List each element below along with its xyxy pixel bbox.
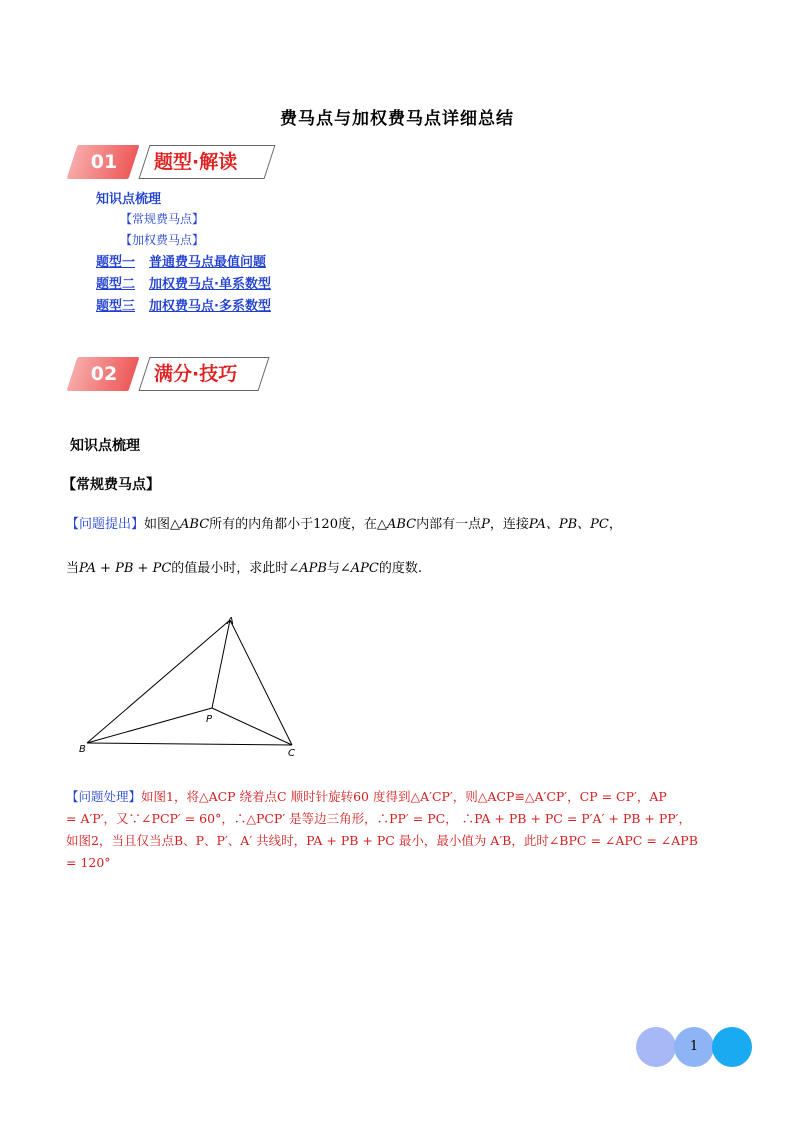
page-circle-right: [712, 1027, 752, 1067]
section-number: 02: [90, 363, 118, 385]
text: ，: [608, 517, 622, 532]
toc-sub-item-regular[interactable]: 【常规费马点】: [120, 212, 205, 226]
text: 的度数.: [378, 561, 423, 576]
math-text: ABC: [386, 517, 417, 532]
vertex-label-a: A: [227, 616, 234, 627]
section-number: 01: [90, 151, 118, 173]
section-01-banner: [72, 145, 282, 181]
triangle-figure: [72, 610, 312, 760]
page-circle-left: [636, 1027, 676, 1067]
toc-item-tag: 题型一: [96, 255, 136, 270]
toc-sub-item-weighted[interactable]: 【加权费马点】: [120, 233, 205, 247]
processing-tag: 【问题处理】: [66, 789, 142, 804]
subsection-heading: 【常规费马点】: [62, 477, 160, 493]
section-title: 题型·解读: [154, 151, 238, 173]
edge-ac: [230, 620, 292, 745]
segment-pb: [87, 708, 212, 743]
section-02-banner: [72, 357, 282, 393]
text: 内部有一点: [416, 517, 482, 532]
segment-pc: [212, 708, 292, 745]
toc-item-label: 加权费马点·多系数型: [149, 299, 271, 314]
vertex-label-c: C: [288, 748, 295, 759]
page-number: 1: [674, 1027, 714, 1067]
math-text: APC: [350, 561, 379, 576]
toc-item-tag: 题型二: [96, 277, 136, 292]
problem-processing: [66, 786, 736, 874]
section-title: 满分·技巧: [154, 363, 238, 385]
text: 如图△: [144, 517, 181, 532]
problem-statement-line2: [66, 558, 746, 580]
text: 的值最小时，求此时∠: [171, 561, 300, 576]
document-title: 费马点与加权费马点详细总结: [280, 109, 514, 129]
text: 当: [66, 561, 80, 576]
toc-item-tag: 题型三: [96, 299, 136, 314]
toc-item-type1[interactable]: [96, 251, 266, 270]
math-text: P: [481, 517, 490, 532]
text: ，连接: [489, 517, 529, 532]
math-text: PA、PB、PC: [528, 517, 609, 532]
toc-item-label: 加权费马点·单系数型: [149, 277, 271, 292]
processing-line3: 如图2，当且仅当点B、P、P′、A′ 共线时，PA + PB + PC 最小，最小值为 A′B，此时∠BPC = ∠APC = ∠APB: [66, 833, 698, 848]
problem-tag: 【问题提出】: [66, 517, 145, 532]
text: 与∠: [326, 561, 351, 576]
vertex-label-b: B: [79, 744, 86, 755]
toc-item-label: 普通费马点最值问题: [149, 255, 267, 270]
toc-item-type2[interactable]: [96, 273, 271, 292]
edge-bc: [87, 743, 292, 745]
text: 所有的内角都小于120度，在△: [209, 517, 387, 532]
math-text: PA + PB + PC: [79, 561, 172, 576]
problem-statement-line1: [66, 514, 746, 536]
math-text: ABC: [180, 517, 210, 532]
processing-line1: [66, 786, 736, 808]
text: 如图1，将△ACP 绕着点C 顺时针旋转60 度得到△A′CP′，则△ACP≌△A′CP′，CP = CP′，AP: [141, 789, 667, 804]
processing-line2: = A′P′，又∵∠PCP′ = 60°，∴△PCP′ 是等边三角形，∴PP′ = PC， ∴PA + PB + PC = P′A′ + PB + PP′，: [66, 811, 692, 826]
processing-line4: = 120°: [66, 855, 111, 870]
toc-heading[interactable]: 知识点梳理: [96, 192, 162, 207]
point-label-p: P: [206, 714, 213, 725]
math-text: APB: [299, 561, 327, 576]
toc-item-type3[interactable]: [96, 295, 271, 314]
section-heading: 知识点梳理: [70, 438, 140, 454]
page-number-badge: [636, 1027, 752, 1067]
